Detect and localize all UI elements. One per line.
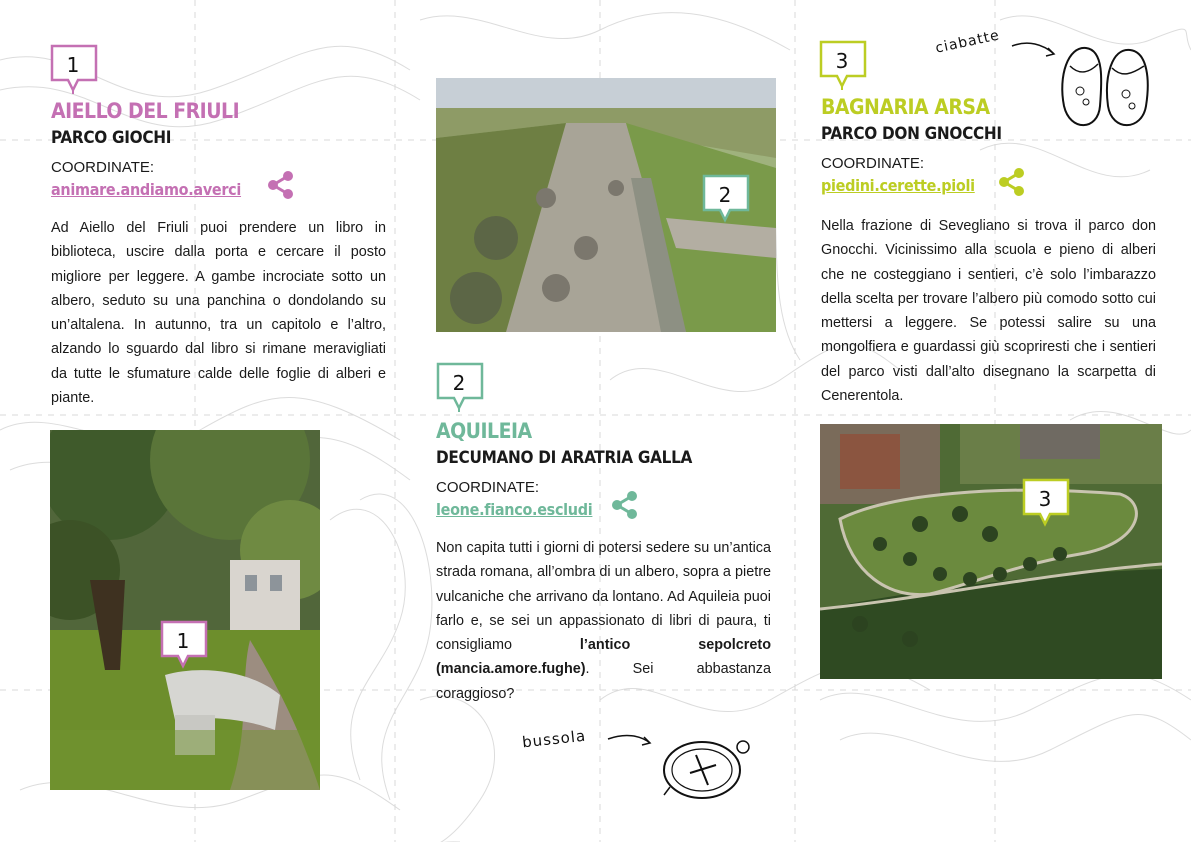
spot-aiello bbox=[51, 98, 386, 410]
marker-number: 2 bbox=[452, 371, 466, 395]
park-aerial-photo-bagnaria bbox=[820, 424, 1162, 679]
photo-marker-number: 3 bbox=[1038, 487, 1052, 511]
town-name: AIELLO DEL FRIULI bbox=[51, 99, 240, 123]
park-name: PARCO GIOCHI bbox=[51, 128, 172, 148]
description: Ad Aiello del Friuli puoi prendere un libro in biblioteca, uscire dalla porta e cercare il posto migliore per leggere. A gambe incrociate sotto un albero, seduto su una panchina o dondolando su un’altalena. In autunno, tra un capitolo e l’altro, alzando lo sguardo dal libro si rimane meravigliati da tutte le sfumature calde delle foglie di alberi e piante. bbox=[51, 220, 386, 407]
slippers-doodle-icon bbox=[1008, 36, 1168, 136]
park-name: DECUMANO DI ARATRIA GALLA bbox=[436, 448, 693, 468]
spot-bagnaria bbox=[821, 94, 1156, 408]
description bbox=[436, 536, 771, 706]
location-marker-icon bbox=[436, 362, 484, 418]
coords-link[interactable]: piedini.cerette.pioli bbox=[821, 176, 975, 195]
description: Nella frazione di Sevegliano si trova il parco don Gnocchi. Vicinissimo alla scuola e pieno di alberi che ne costeggiano i sentieri, c’è solo l’imbarazzo della scelta per trovare l’albero più comodo sotto cui mettersi a leggere. Se potessi salire su una mongolfiera e guardassi giù scopriresti che i sentieri del parco visti dall’alto disegnano la scarpetta di Cenerentola. bbox=[821, 218, 1156, 405]
coord-label: COORDINATE: bbox=[51, 159, 155, 176]
photo-marker-number: 1 bbox=[176, 629, 190, 653]
marker-number: 1 bbox=[66, 53, 80, 77]
compass-doodle-icon bbox=[600, 725, 760, 805]
town-name: BAGNARIA ARSA bbox=[821, 95, 990, 119]
photo-marker-icon bbox=[1022, 478, 1070, 534]
coord-label: COORDINATE: bbox=[436, 479, 540, 496]
spot-aquileia bbox=[436, 418, 771, 706]
park-photo-aquileia bbox=[436, 78, 776, 332]
park-photo-aiello bbox=[50, 430, 320, 790]
description-part: Non capita tutti i giorni di potersi sedere su un’antica strada romana, all’ombra di un albero, sopra a pietre vulcaniche che arrivano da lontano. Ad Aquileia puoi farlo e, se sei un appassionato di libri di paura, ti consigliamo bbox=[436, 540, 771, 654]
coord-label: COORDINATE: bbox=[821, 155, 925, 172]
photo-marker-number: 2 bbox=[718, 183, 732, 207]
description-end: . Sei abbastanza coraggioso? bbox=[436, 661, 771, 702]
marker-number: 3 bbox=[835, 49, 849, 73]
town-name: AQUILEIA bbox=[436, 419, 532, 443]
share-icon[interactable] bbox=[610, 490, 640, 520]
slippers-label: ciabatte bbox=[934, 27, 1002, 57]
compass-label: bussola bbox=[521, 726, 587, 752]
location-marker-icon bbox=[50, 44, 98, 100]
share-icon[interactable] bbox=[997, 167, 1027, 197]
park-name: PARCO DON GNOCCHI bbox=[821, 124, 1002, 144]
description-highlight: l’antico sepolcreto (mancia.amore.fughe) bbox=[436, 637, 771, 678]
coords-link[interactable]: animare.andiamo.averci bbox=[51, 180, 242, 199]
share-icon[interactable] bbox=[266, 170, 296, 200]
photo-marker-icon bbox=[702, 174, 750, 230]
photo-marker-icon bbox=[160, 620, 208, 676]
location-marker-icon bbox=[819, 40, 867, 96]
coords-link[interactable]: leone.fianco.escludi bbox=[436, 500, 593, 519]
